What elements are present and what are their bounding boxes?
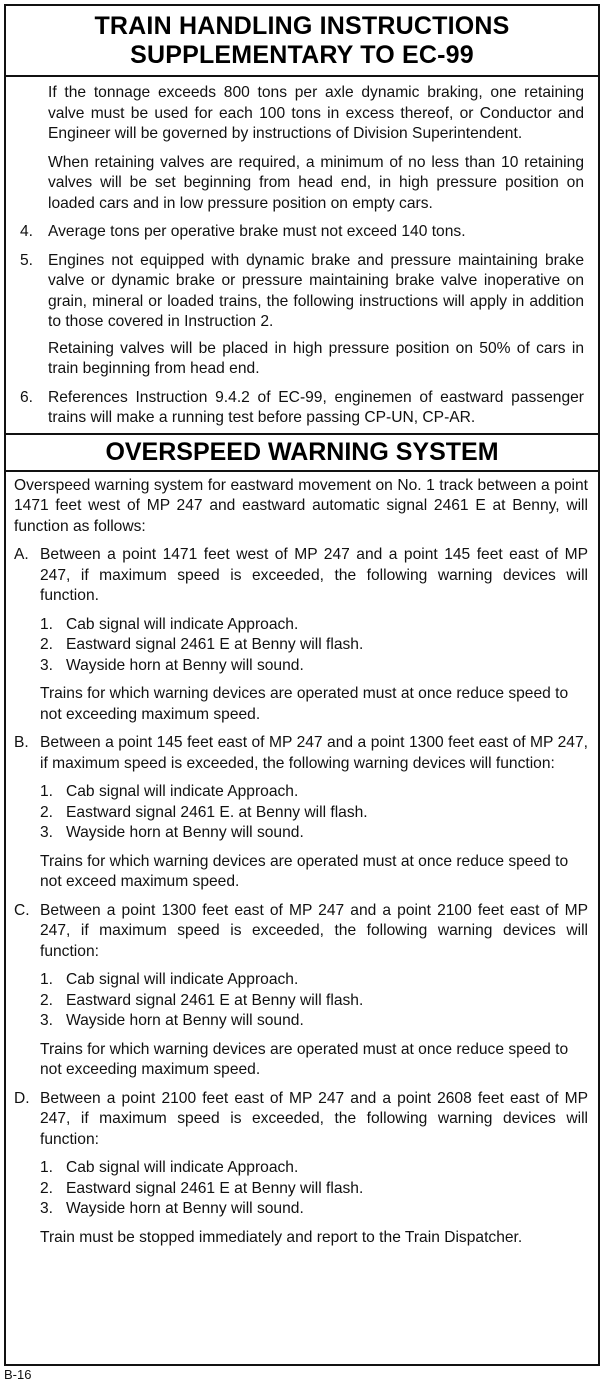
list-item [14, 1089, 588, 1151]
item-text: Between a point 1300 feet east of MP 247 and a point 2100 feet east of MP 247, if maximum speed is exceeded, the following warning devices will function: [40, 901, 588, 960]
sub-list [40, 782, 588, 844]
overspeed-item-b [14, 733, 588, 893]
sub-item [40, 1011, 588, 1032]
sub-text: Wayside horn at Benny will sound. [66, 656, 304, 674]
overspeed-body [6, 472, 598, 1249]
sub-text: Wayside horn at Benny will sound. [66, 824, 304, 841]
title-line-1: TRAIN HANDLING INSTRUCTIONS [94, 12, 510, 40]
sub-number: 2. [40, 803, 54, 821]
sub-number: 3. [40, 656, 54, 674]
sub-text: Cab signal will indicate Approach. [66, 783, 299, 800]
list-item [14, 733, 588, 774]
item-letter: C. [14, 901, 30, 919]
sub-number: 2. [40, 991, 54, 1009]
list-item-6 [20, 388, 584, 429]
item-text: Between a point 145 feet east of MP 247 and a point 1300 feet east of MP 247, if maximum speed is exceeded, the following warning devices will function: [40, 734, 588, 772]
section-title-overspeed: OVERSPEED WARNING SYSTEM [6, 433, 598, 472]
sub-text: Cab signal will indicate Approach. [66, 615, 299, 633]
page-number: B-16 [4, 1367, 32, 1382]
sub-item [40, 991, 588, 1012]
sub-list [40, 970, 588, 1032]
item-text: Between a point 1471 feet west of MP 247 and a point 145 feet east of MP 247, if maximum speed is exceeded, the following warning devices will function. [40, 546, 588, 604]
item-note: Trains for which warning devices are operated must at once reduce speed to not exceeding maximum speed. [40, 1040, 569, 1078]
title-line-2: SUPPLEMENTARY TO EC-99 [130, 41, 474, 69]
overspeed-item-c [14, 901, 588, 1081]
item-text: Average tons per operative brake must not exceed 140 tons. [48, 223, 466, 240]
sub-item [40, 635, 588, 656]
sub-list [40, 615, 588, 677]
sub-number: 1. [40, 615, 54, 633]
sub-text: Cab signal will indicate Approach. [66, 971, 299, 988]
list-item [14, 901, 588, 963]
sub-text: Eastward signal 2461 E at Benny will flash. [66, 1179, 364, 1197]
document-frame [4, 4, 600, 1366]
sub-text: Cab signal will indicate Approach. [66, 1159, 299, 1176]
sub-text: Eastward signal 2461 E at Benny will flash. [66, 636, 364, 653]
item-number: 4. [20, 223, 34, 240]
sub-text: Eastward signal 2461 E. at Benny will flash. [66, 803, 368, 821]
list-item-5 [20, 251, 584, 333]
item-note: Trains for which warning devices are operated must at once reduce speed to not exceed maximum speed. [40, 852, 569, 890]
item-text: Between a point 2100 feet east of MP 247 and a point 2608 feet east of MP 247, if maximum speed is exceeded, the following warning devices will function: [40, 1089, 588, 1148]
item-text: Engines not equipped with dynamic brake and pressure maintaining brake valve or dynamic brake or pressure maintaining brake valve inoperative on grain, mineral or loaded trains, the following instructions will apply in addition to those covered in Instruction 2. [48, 251, 584, 330]
sub-list [40, 1158, 588, 1220]
sub-text: Wayside horn at Benny will sound. [66, 1200, 304, 1217]
sub-item [40, 1158, 588, 1179]
sub-number: 3. [40, 1012, 54, 1029]
sub-item [40, 970, 588, 991]
item-note: Trains for which warning devices are operated must at once reduce speed to not exceeding maximum speed. [40, 685, 569, 723]
sub-number: 1. [40, 1159, 54, 1176]
sub-number: 3. [40, 824, 54, 841]
sub-number: 1. [40, 783, 54, 800]
item-5-note: Retaining valves will be placed in high pressure position on 50% of cars in train beginning from head end. [48, 339, 584, 377]
overspeed-intro: Overspeed warning system for eastward movement on No. 1 track between a point 1471 feet west of MP 247 and eastward automatic signal 2461 E at Benny, will function as follows: [14, 476, 588, 535]
sub-item [40, 803, 588, 824]
item-number: 5. [20, 251, 34, 269]
paragraph-tonnage: If the tonnage exceeds 800 tons per axle dynamic braking, one retaining valve must be used for each 100 tons in excess thereof, or Conductor and Engineer will be governed by instructions of Division Superintendent. [48, 84, 584, 142]
item-note: Train must be stopped immediately and report to the Train Dispatcher. [40, 1228, 523, 1246]
item-text: References Instruction 9.4.2 of EC-99, enginemen of eastward passenger trains will make a running test before passing CP-UN, CP-AR. [48, 388, 584, 426]
paragraph-retaining-valves: When retaining valves are required, a minimum of no less than 10 retaining valves will be set beginning from head end, in high pressure position on loaded cars and in low pressure position on empty cars. [48, 153, 584, 212]
sub-number: 1. [40, 971, 54, 988]
item-letter: B. [14, 734, 29, 751]
item-number: 6. [20, 388, 34, 406]
sub-text: Eastward signal 2461 E at Benny will flash. [66, 991, 364, 1009]
sub-item [40, 1199, 588, 1220]
overspeed-item-d [14, 1089, 588, 1249]
sub-item [40, 1179, 588, 1200]
sub-item [40, 782, 588, 803]
sub-item [40, 656, 588, 677]
sub-text: Wayside horn at Benny will sound. [66, 1012, 304, 1029]
sub-number: 3. [40, 1200, 54, 1217]
sub-number: 2. [40, 1179, 54, 1197]
train-handling-body [6, 77, 598, 429]
list-item [14, 545, 588, 607]
sub-item [40, 615, 588, 636]
item-letter: D. [14, 1089, 30, 1107]
item-letter: A. [14, 546, 29, 563]
sub-number: 2. [40, 636, 54, 653]
sub-item [40, 823, 588, 844]
overspeed-item-a [14, 545, 588, 725]
section-title-train-handling [6, 6, 598, 77]
list-item-4 [20, 222, 584, 243]
